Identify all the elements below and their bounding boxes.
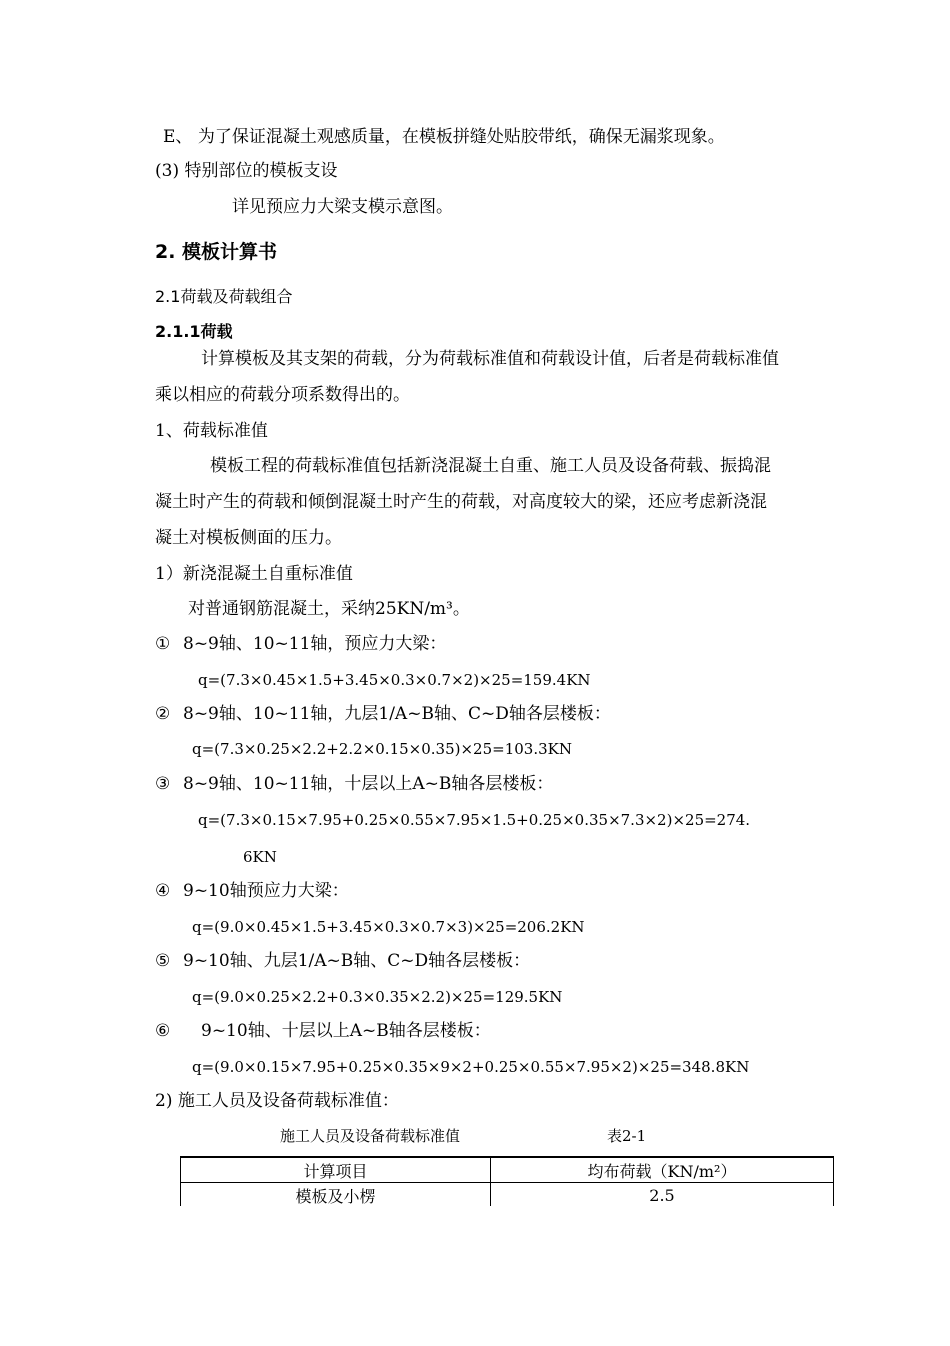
intro-line-1: 计算模板及其支架的荷载，分为荷载标准值和荷载设计值，后者是荷载标准值 [201, 349, 779, 369]
case-3-formula-line-1: q=(7.3×0.15×7.95+0.25×0.55×7.95×1.5+0.25×0.35×7.3×2)×25=274. [198, 811, 751, 829]
standard-text-line-3: 凝土对模板侧面的压力。 [155, 528, 342, 548]
subsection-2-heading: 2) 施工人员及设备荷载标准值： [155, 1091, 399, 1111]
case-2-title [155, 703, 611, 725]
case-4-number: ④ [155, 881, 171, 901]
item-e-text: E、 为了保证混凝土观感质量，在模板拼缝处贴胶带纸，确保无漏浆现象。 [163, 127, 725, 147]
case-4-formula: q=(9.0×0.45×1.5+3.45×0.3×0.7×3)×25=206.2KN [192, 918, 585, 936]
case-2-title-text: 8~9轴、10~11轴，九层1/A~B轴、C~D轴各层楼板： [183, 704, 611, 724]
section-2-1-1-heading: 2.1.1荷载 [155, 322, 233, 341]
section-2-heading: 2. 模板计算书 [155, 241, 278, 263]
table-cell-load: 2.5 [491, 1183, 834, 1208]
table-header-item: 计算项目 [181, 1157, 491, 1183]
table-cell-item: 模板及小楞 [181, 1183, 491, 1208]
case-1-formula: q=(7.3×0.45×1.5+3.45×0.3×0.7×2)×25=159.4KN [198, 671, 591, 689]
case-5-formula: q=(9.0×0.25×2.2+0.3×0.35×2.2)×25=129.5KN [192, 988, 563, 1006]
density-text: 对普通钢筋混凝土，采纳25KN/m³。 [188, 599, 470, 619]
case-5-title [155, 950, 530, 972]
standard-text-line-1: 模板工程的荷载标准值包括新浇混凝土自重、施工人员及设备荷载、振捣混 [210, 456, 771, 476]
case-5-title-text: 9~10轴、九层1/A~B轴、C~D轴各层楼板： [183, 951, 531, 971]
special-parts-heading: (3) 特别部位的模板支设 [155, 161, 338, 181]
case-6-formula: q=(9.0×0.15×7.95+0.25×0.35×9×2+0.25×0.55×7.95×2)×25=348.8KN [192, 1058, 750, 1076]
section-2-1-heading: 2.1荷载及荷载组合 [155, 287, 293, 306]
table-header-row [181, 1157, 834, 1183]
case-1-title-text: 8~9轴、10~11轴，预应力大梁： [183, 634, 447, 654]
case-2-number: ② [155, 704, 171, 724]
case-1-title [155, 633, 446, 655]
case-3-number: ③ [155, 774, 171, 794]
item-1-heading: 1、荷载标准值 [155, 421, 268, 441]
case-5-number: ⑤ [155, 951, 171, 971]
page-bottom-blank [176, 1206, 840, 1346]
case-3-title [155, 773, 553, 795]
case-3-title-text: 8~9轴、10~11轴，十层以上A~B轴各层楼板： [183, 774, 554, 794]
intro-line-2: 乘以相应的荷载分项系数得出的。 [155, 385, 410, 405]
case-4-title-text: 9~10轴预应力大梁： [183, 881, 349, 901]
table-row [181, 1183, 834, 1208]
load-table [180, 1156, 834, 1208]
table-number: 表2-1 [607, 1127, 647, 1145]
case-2-formula: q=(7.3×0.25×2.2+2.2×0.15×0.35)×25=103.3KN [192, 740, 572, 758]
special-parts-text: 详见预应力大梁支模示意图。 [232, 197, 453, 217]
standard-text-line-2: 凝土时产生的荷载和倾倒混凝土时产生的荷载，对高度较大的梁，还应考虑新浇混 [155, 492, 767, 512]
case-6-title-text: 9~10轴、十层以上A~B轴各层楼板： [201, 1021, 491, 1041]
case-4-title [155, 880, 349, 902]
case-6-title [155, 1020, 491, 1042]
case-3-formula-line-2: 6KN [243, 848, 277, 866]
case-6-number: ⑥ [155, 1021, 171, 1041]
case-1-number: ① [155, 634, 171, 654]
table-header-load: 均布荷载（KN/m²） [491, 1157, 834, 1183]
table-caption: 施工人员及设备荷载标准值 [280, 1127, 461, 1145]
subsection-1-heading: 1）新浇混凝土自重标准值 [155, 564, 353, 584]
